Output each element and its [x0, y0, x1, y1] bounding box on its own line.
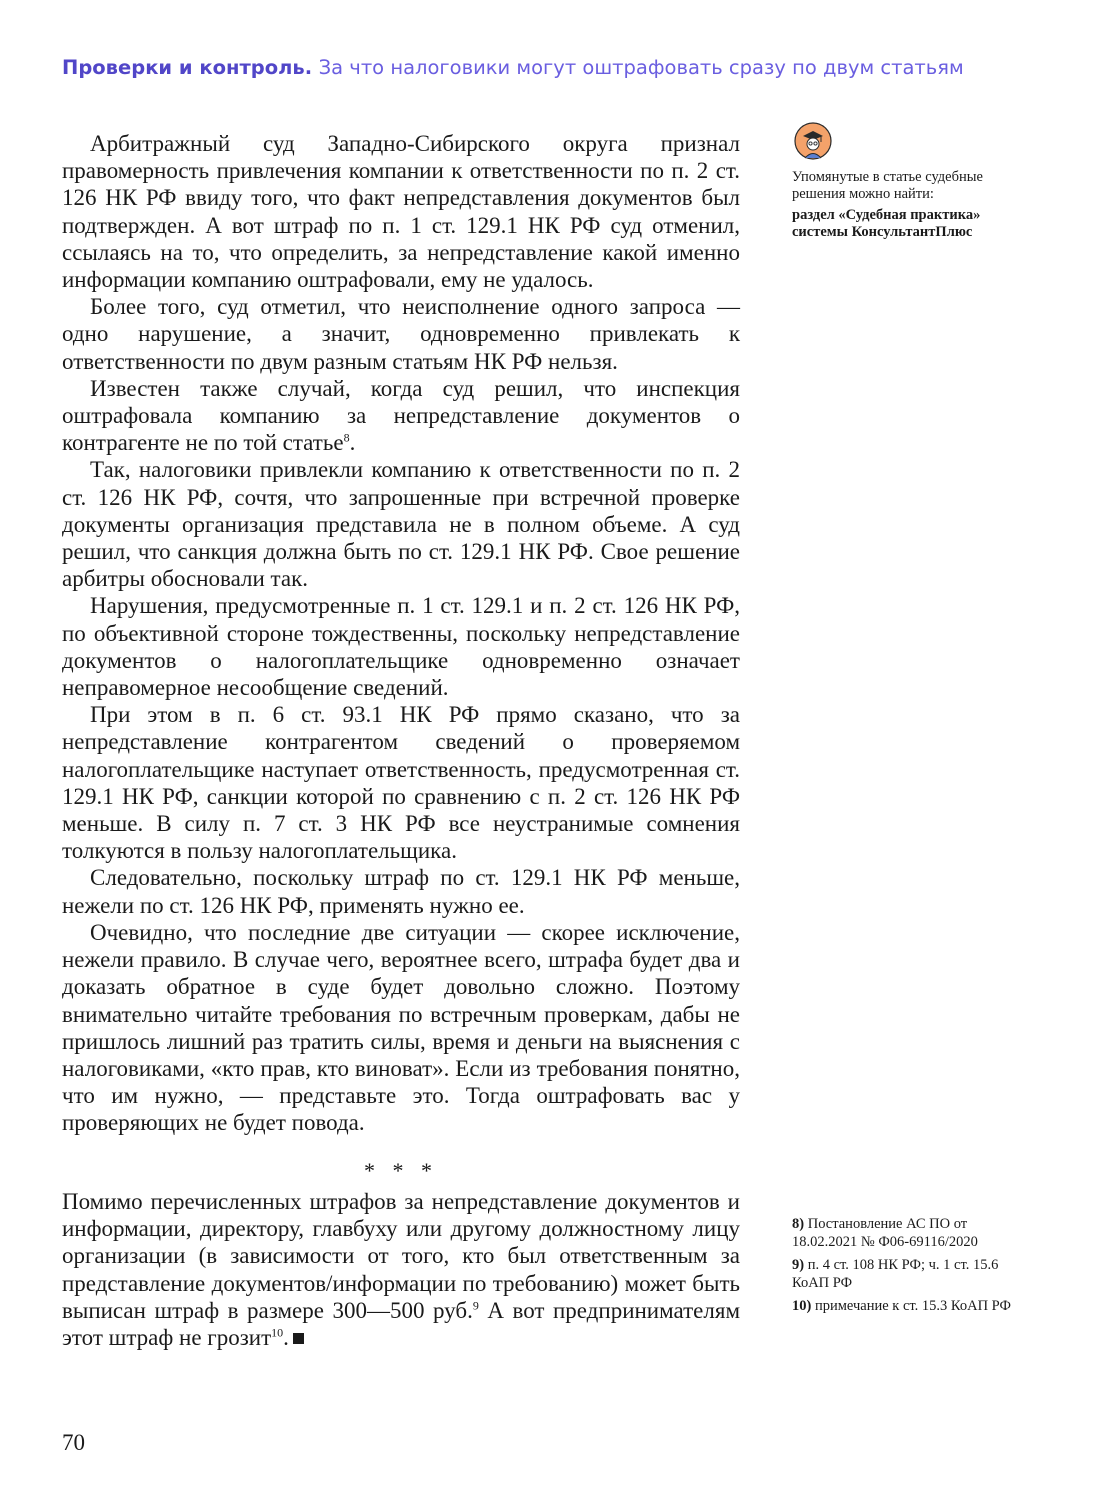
footnote-8: [792, 1216, 1032, 1251]
closing-text-3: .: [283, 1325, 289, 1351]
paragraph-1: Арбитражный суд Западно-Сибирского округа признал правомерность привлечения компании к ответственности по п. 2 ст. 126 НК РФ ввиду того, что факт непредставления документов был подтвержден. А вот штраф по п. 1 ст. 129.1 НК РФ суд отменил, ссылаясь на то, что определить, за непредставление какой именно информации компанию оштрафовали, ему не удалось.: [62, 131, 740, 293]
article-body: [62, 130, 740, 1137]
footnote-number: 10): [792, 1298, 812, 1314]
footnotes: [792, 1216, 1032, 1322]
sidebar-note-text: Упомянутые в статье судебные решения можно найти:: [792, 169, 983, 202]
end-of-article-mark: [293, 1333, 304, 1344]
footnote-text: п. 4 ст. 108 НК РФ; ч. 1 ст. 15.6 КоАП РФ: [792, 1257, 999, 1291]
sidebar-note-source: раздел «Судебная практика» системы КонсультантПлюс: [792, 207, 981, 240]
page-number: 70: [62, 1430, 85, 1455]
paragraph-6: При этом в п. 6 ст. 93.1 НК РФ прямо сказано, что за непредставление контрагентом сведений о проверяемом налогоплательщике наступает ответственность, предусмотренная ст. 129.1 НК РФ, санкции которой по сравнению с п. 2 ст. 126 НК РФ меньше. В силу п. 7 ст. 3 НК РФ все неустранимые сомнения толкуются в пользу налогоплательщика.: [62, 702, 740, 864]
footnote-ref-10[interactable]: 10: [271, 1325, 284, 1340]
paragraph-7: Следовательно, поскольку штраф по ст. 129.1 НК РФ меньше, нежели по ст. 126 НК РФ, применять нужно ее.: [62, 865, 740, 918]
footnote-text: Постановление АС ПО от 18.02.2021 № Ф06-69116/2020: [792, 1216, 978, 1250]
header-title: За что налоговики могут оштрафовать сразу по двум статьям: [318, 56, 964, 79]
footnote-ref-8[interactable]: 8: [343, 430, 350, 445]
header-section: Проверки и контроль.: [62, 56, 313, 79]
footnote-number: 9): [792, 1257, 805, 1273]
running-header: [62, 52, 1062, 83]
paragraph-8: Очевидно, что последние две ситуации — скорее исключение, нежели правило. В случае чего, вероятнее всего, штрафа будет два и доказать обратное в суде будет довольно сложно. Поэтому внимательно читайте требования по встречным проверкам, дабы не пришлось лишний раз тратить силы, время и деньги на выяснения с налоговиками, «кто прав, кто виноват». Если из требования понятно, что им нужно, — представьте это. Тогда оштрафовать вас у проверяющих не будет повода.: [62, 919, 740, 1136]
expert-advisor-icon: [794, 122, 832, 160]
paragraph-2: Более того, суд отметил, что неисполнение одного запроса — одно нарушение, а значит, одновременно привлекать к ответственности по двум разным статьям НК РФ нельзя.: [62, 294, 740, 374]
footnote-9: [792, 1257, 1032, 1292]
closing-text-1: Помимо перечисленных штрафов за непредставление документов и информации, директору, главбуху или другому должностному лицу организации (в зависимости от того, кто был ответственным за представление документов/информации по требованию) может быть выписан штраф в размере 300—500 руб.: [62, 1189, 740, 1323]
closing-text-2: А вот предпринимателям этот штраф не грозит: [62, 1297, 740, 1351]
footnote-10: [792, 1298, 1032, 1316]
paragraph-3-text: Известен также случай, когда суд решил, что инспекция оштрафовала компанию за непредставление документов о контрагенте не по той статье: [62, 375, 740, 456]
closing-paragraph: [62, 1188, 740, 1351]
paragraph-5: Нарушения, предусмотренные п. 1 ст. 129.1 и п. 2 ст. 126 НК РФ, по объективной стороне тождественны, поскольку непредставление документов о налогоплательщике одновременно означает неправомерное несообщение сведений.: [62, 593, 740, 701]
footnote-text: примечание к ст. 15.3 КоАП РФ: [811, 1298, 1011, 1314]
paragraph-3-period: .: [349, 430, 356, 456]
sidebar-note: [792, 122, 1032, 241]
section-separator: * * *: [364, 1158, 438, 1183]
footnote-number: 8): [792, 1216, 805, 1232]
paragraph-3: [62, 375, 740, 457]
footnote-ref-9[interactable]: 9: [472, 1298, 479, 1313]
paragraph-4: Так, налоговики привлекли компанию к ответственности по п. 2 ст. 126 НК РФ, сочтя, что запрошенные при встречной проверке документы организация представила не в полном объеме. А суд решил, что санкция должна быть по ст. 129.1 НК РФ. Свое решение арбитры обосновали так.: [62, 457, 740, 592]
